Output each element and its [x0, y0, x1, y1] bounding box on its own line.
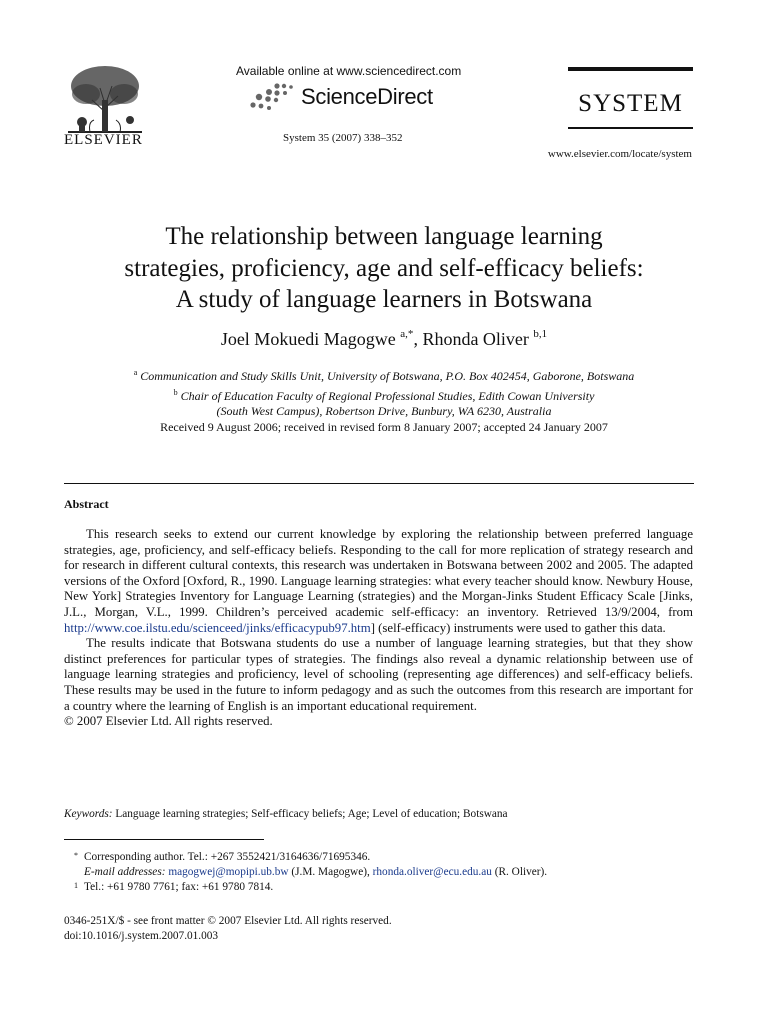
affiliation-line	[40, 385, 728, 405]
available-online-text[interactable]: Available online at www.sciencedirect.com	[236, 64, 462, 78]
abstract-heading: Abstract	[64, 497, 109, 511]
footnote-text: Corresponding author. Tel.: +267 3552421/3164636/71695346.	[84, 851, 371, 863]
email-link[interactable]: rhonda.oliver@ecu.edu.au	[372, 866, 492, 878]
affiliation-text: (South West Campus), Robertson Drive, Bunbury, WA 6230, Australia	[216, 404, 552, 418]
footnote-corresponding	[64, 850, 693, 865]
sciencedirect-dots-icon	[247, 82, 297, 112]
divider	[64, 839, 264, 840]
issn-line: 0346-251X/$ - see front matter © 2007 Elsevier Ltd. All rights reserved.	[64, 915, 392, 927]
author-name[interactable]: Rhonda Oliver	[422, 329, 529, 349]
email-link[interactable]: magogwej@mopipi.ub.bw	[168, 866, 289, 878]
article-title-line: A study of language learners in Botswana	[175, 286, 593, 313]
footnote-emails	[64, 865, 693, 880]
affiliation-text: Communication and Study Skills Unit, University of Botswana, P.O. Box 402454, Gaborone, Botswana	[140, 369, 635, 383]
footnote-mark: 1	[74, 881, 78, 890]
sciencedirect-logo-text: ScienceDirect	[301, 84, 433, 109]
affiliation-mark: b	[173, 387, 178, 397]
footnote-text: Tel.: +61 9780 7761; fax: +61 9780 7814.	[84, 881, 274, 893]
journal-url-link[interactable]: www.elsevier.com/locate/system	[547, 148, 692, 160]
abstract-paragraph: The results indicate that Botswana students do use a number of language learning strategies, but that they show distinct preferences for particular types of strategies. The findings also reveal a dynamic relationship between use of language learning strategies and proficiency, level of schooling (representing age differences) and self-efficacy beliefs. These results may be used in the future to inform pedagogy and as such the outcomes from this research are important for a country where the learning of English is an important educational requirement.	[64, 636, 693, 713]
author-list	[40, 328, 728, 350]
keywords-text: Language learning strategies; Self-efficacy beliefs; Age; Level of education; Botswana	[115, 808, 508, 820]
email-owner: (R. Oliver).	[491, 866, 548, 878]
affiliation-line	[40, 365, 728, 385]
abstract-body	[64, 527, 693, 730]
article-title-line: strategies, proficiency, age and self-efficacy beliefs:	[124, 254, 644, 282]
journal-name: SYSTEM	[578, 90, 683, 117]
email-owner: (J.M. Magogwe),	[288, 866, 373, 878]
article-title-line: The relationship between language learning	[165, 223, 603, 250]
footnote-mark: *	[74, 851, 78, 860]
doi-link[interactable]: doi:10.1016/j.system.2007.01.003	[64, 930, 219, 942]
affiliation-line	[40, 404, 728, 420]
abstract-paragraph	[64, 527, 693, 636]
affiliation-text: Chair of Education Faculty of Regional Professional Studies, Edith Cowan University	[180, 388, 595, 403]
journal-name-bottom-rule	[568, 127, 693, 129]
author-name[interactable]: Joel Mokuedi Magogwe	[220, 329, 396, 349]
author-affiliation-mark[interactable]: a,*	[400, 328, 414, 340]
received-dates: Received 9 August 2006; received in revised form 8 January 2007; accepted 24 January 2007	[160, 420, 608, 434]
abstract-text: ] (self-efficacy) instruments were used to gather this data.	[370, 620, 666, 635]
publisher-logo-text: ELSEVIER	[64, 132, 143, 148]
journal-reference: System 35 (2007) 338–352	[283, 132, 403, 144]
keywords-label: Keywords:	[64, 808, 113, 820]
article-title	[40, 221, 728, 316]
sciencedirect-logo[interactable]	[247, 82, 433, 112]
footnote-tel	[64, 880, 693, 895]
abstract-copyright: © 2007 Elsevier Ltd. All rights reserved.	[64, 714, 273, 729]
footnotes	[64, 850, 693, 895]
author-separator: ,	[413, 329, 423, 349]
front-matter	[64, 914, 392, 944]
author-affiliation-mark[interactable]: b,1	[533, 328, 548, 340]
divider	[64, 483, 694, 484]
email-label: E-mail addresses:	[84, 866, 166, 878]
reference-link[interactable]: http://www.coe.ilstu.edu/scienceed/jinks/efficacypub97.htm	[64, 620, 371, 635]
abstract-text: This research seeks to extend our current knowledge by exploring the relationship between preferred language strategies, age, proficiency, and self-efficacy beliefs. Responding to the call for more replication of strategy research and for research in different cultural contexts, this research was undertaken in Botswana between 2002 and 2005. The adapted versions of the Oxford [Oxford, R., 1990. Language learning strategies: what every teacher should know. Newbury House, New York] Strategies Inventory for Language Learning (strategies) and the Morgan-Jinks Student Efficacy Scale [Jinks, J.L., Morgan, V.L., 1999. Children’s perceived academic self-efficacy: an inventory. Retrieved 13/9/2004, from	[64, 527, 693, 619]
affiliations	[40, 365, 728, 420]
journal-name-top-rule	[568, 67, 693, 71]
affiliation-mark: a	[133, 368, 138, 377]
keywords	[64, 808, 693, 820]
